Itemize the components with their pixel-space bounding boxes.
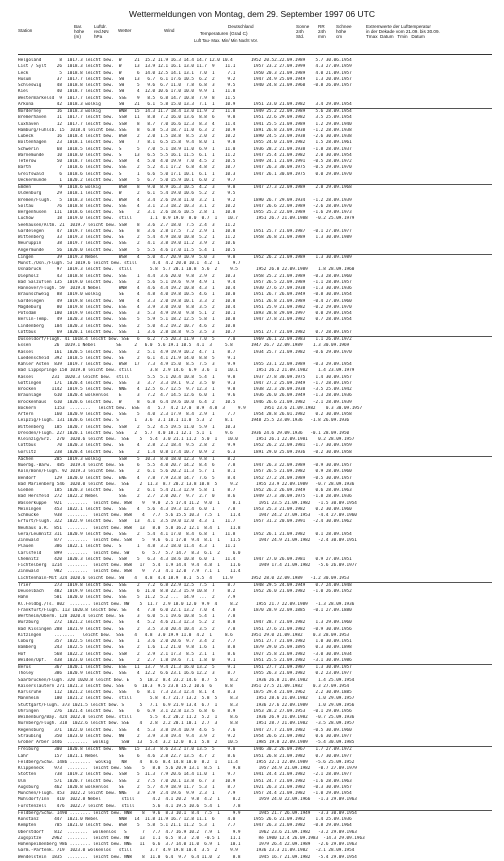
table-row: Berlin-Temp. 49 1020.3 leicht bew. SSE 5 5.9 5.1 18.2 12.5 5.8 1 10.8 1947 27.8 21.09.1982 0.7 28.09.1954: [18, 317, 352, 323]
header-luftdruck: Luftdr. red.NN hPa: [94, 24, 109, 39]
table-row: Seehausen/Altm. 21 1019.7 leicht bew. SSW 8 3.6 2.7 18.0 7.5 2.4 3 11.2: [18, 222, 236, 228]
table-row: Carlsfeld 899 ........ leicht bew. SW 6 5.7 5.7 14.7 8.3 6.1 2 6.0: [18, 550, 241, 556]
table-row: Kassel 161 1020.5 leicht bew. SSE 2 5.1 4.9 19.9 10.2 4.7 1 8.7 1934 25.7 21.09.1982 -0.6 29.09.1970: [18, 349, 352, 355]
table-row: Bad Salzuflen 135 1019.0 leicht bew. SSE 2 5.6 5.1 19.6 9.9 4.9 1 9.4 1957 26.5 22.09.1989 -1.1 28.09.1957: [18, 279, 352, 285]
table-row: Brocken 1142 1019.5 leicht bew. NNE 4 12.5 6.7 12.5 9.7 12.3 1 9.8 1938 22.3 20.09.1938 -3.5 25.09.1942: [18, 387, 352, 392]
table-row: Leck 5 1018.8 leicht bew. W 6 14.0 12.5 14.1 13.1 7.0 1 7.1 1950 20.3 21.09.1989 4.0 21.09.1957: [18, 70, 352, 76]
table-row: Freiburg 300 1020.8 leicht bew. NNE 15 13.3 8.6 23.2 17.0 13.5 5 9.0 1946 30.2 26.09.1967 1.7 27.09.1972: [18, 746, 492, 753]
table-row: Wittenberg 105 1020.7 leicht bew. SSW 2 5.2 4.5 19.5 11.0 5.9 1 10.3: [18, 424, 236, 430]
table-row: Lüchow 18 1019.0 leicht bew. still 1.1 0.9 19.0 8.0 0.7 1 10.7 1951 26.7 21.09.1988 -0.2 25.09.1979: [18, 216, 355, 222]
table-row: Dresden/Flugh. 227 1020.1 leicht bew. SSE 2 5.7 4.0 18.1 12.1 5.1 1 9.6 1936 24.6 29.09.1936 -0.1 28.09.1950: [18, 430, 350, 436]
table-row: Weiden/Opf. 438 1023.0 leicht bew. SE 2 2.7 1.8 19.6 7.1 1.8 0 9.1 1951 25.5 21.09.1982 -3.1 30.09.1986: [18, 657, 352, 663]
table-row: Braunlage 610 1020.4 wolkenlos E 3 7.2 4.7 14.5 12.6 6.0 1 9.6 1936 26.0 26.09.1949 -1.3 28.09.1936: [18, 393, 352, 399]
table-row: Coburg 357 1022.5 leicht bew. SE 1 3.6 2.0 20.6 9.7 3.4 2 7.7 1951 27.7 21.09.1982 1.0 30.09.1951: [18, 639, 352, 644]
table-row: Diepholz 43 1018.8 leicht bew. SSE 1 4.4 3.6 20.0 9.8 2.9 2 10.3 1958 25.2 21.09.1989 -0.3 28.09.1960: [18, 273, 352, 279]
table-row: Wendelstein 1835 ........ leicht bew. NNW 8 11.0 6.4 9.7 6.4 11.0 2 8.8 1945 16.7 21.09.1982 -5.4 29.09.1954: [18, 854, 357, 860]
table-row: Emden 9 1018.6 wolkig WSW 8 9.0 8.9 16.3 10.5 4.2 3 9.8 1947 27.3 22.09.1989 2.8 29.09.1968: [18, 184, 492, 191]
table-row: Bendorf 129 1020.0 leicht bew. ENE 4 7.8 7.9 23.8 14.7 7.6 5 8.4 1952 27.2 24.09.1989 -0.5 30.09.1957: [18, 475, 352, 481]
table-row: Oberstdorf 812 ........ wolkenlos S 7 7.7 4.7 16.9 10.2 7.9 1 9.9 1962 23.6 21.09.1982 -3.2 29.09.1963: [18, 829, 357, 835]
table-row: Magdeburg 80 1019.8 leicht bew. ESE 4 3.9 3.0 19.0 8.8 3.5 2 10.4 1951 25.9 21.09.1982 -0.2 29.09.1970: [18, 304, 352, 310]
table-row: Westermarkelsd 9 1017.7 leicht bew. SSE 9 8.5 6.8 14.7 10.8 7.9 8 11.5: [18, 95, 236, 101]
table-row: Mühldorf/Inn 410 1022.8 Nebel still 4.2 4.1 20.2 9.8 4.2 1 8.2 1959 24.0 22.09.1966 -1.3 29.09.1963: [18, 797, 357, 803]
table-row: Schmücke 938 ........ leicht bew. WSW 4 7.7 5.6 15.5 10.3 7.5 1 11.4 1947 24.2 27.09.1953 -4.4 27.09.1960: [18, 513, 357, 518]
table-row: Plauen 386 1022.1 leicht bew. S 1 4.8 3.2 18.0 11.4 4.3 1 11.1: [18, 544, 236, 550]
table-row: Kassel 231 1020.3 leicht bew. still 5.5 5.1 20.4 10.8 5.4 1 9.8 1937 27.8 30.09.1975 1.4 30.09.1957: [18, 374, 352, 380]
table-row: Fürstenzell 476 1022.7 leicht bew. still 5.6 4.1 19.5 10.6 5.4 1 7.8: [18, 803, 241, 809]
header-extremwerte: Extremwerte der Lufttemperatur in der Dekade vom 21.09. bis 30.09. Tmax Datum Tmin Datum: [366, 24, 440, 39]
table-row: Angermünde 56 1020.0 leicht bew. SSW 5 5.5 4.6 17.0 11.5 5.4 1 10.5: [18, 247, 236, 253]
table-row: Trier 273 1019.8 leicht bew. SSE 2 7.2 6.8 22.9 12.5 7.5 1 8.7 1948 29.5 24.09.1949 0.7 24.09.1948: [18, 582, 492, 589]
table-row: Cottbus 69 1020.1 leicht bew. SSE 1 3.6 2.8 18.8 9.5 3.5 3 10.7 1951 27.7 21.09.1982 0.7 28.09.1957: [18, 329, 352, 335]
table-row: Lahr 157 1021.1 Nebel SE 6 4.6 2.8 22.7 13.5 4.7 2 8.6 1951 26.8 21.09.1982 0.7 30.09.1977: [18, 753, 352, 759]
header-station: Station: [18, 28, 33, 33]
table-row: Cottbus 70 1020.3 leicht bew. SE 4 2.8 2.2 18.4 9.5 2.8 2 9.9 1952 26.2 22.09.1981 -1.7 30.09.1959: [18, 443, 352, 449]
table-row: Bamberg 243 1022.5 leicht bew. SE 2 1.6 1.2 21.0 9.8 1.6 1 8.8 1879 29.0 25.09.1895 0.3 30.09.1898: [18, 645, 352, 651]
table-row: Straubing 350 1023.0 leicht bew. NW 2 3.9 3.8 19.4 9.4 3.9 2 9.2 1954 26.6 21.09.1982 0.6 30.09.1977: [18, 733, 352, 739]
table-row: Ueckermünde 1 1020.2 leicht bew. SSW 5 6.7 5.0 15.9 10.1 6.0 2 9.7: [18, 177, 236, 183]
table-row: Luedenscheid 392 1018.5 leicht bew. SE 2 6.1 4.1 21.9 14.0 8.8 5 9.1: [18, 355, 236, 361]
table-row: Gardelegen 47 1019.7 leicht bew. SE 8 3.6 2.8 17.5 7.2 2.9 1 10.8 1951 25.7 21.09.1987 -0.1 27.09.1977: [18, 228, 352, 234]
table-row: Weißenburg/Bay. 424 1022.0 leicht bew. still 5.5 4.2 20.2 11.2 5.2 1 8.6 1936 26.9 21.09.1982 -0.7 25.09.1936: [18, 715, 355, 720]
page-title: Wettermeldungen von Montag, dem 29. September 1997 06 UTC: [128, 9, 375, 19]
table-row: Karlsruhe 112 1021.2 leicht bew. SSE 6 8.1 7.3 23.3 12.4 8.1 4 8.3 1875 29.4 21.09.1962 2.2 30.09.1885: [18, 690, 352, 695]
table-row: Nuerbg.-Barw. 485 1019.4 leicht bew. SE 6 5.5 4.0 20.7 14.2 8.4 6 7.8 1947 26.3 22.09.1989 -0.9 30.09.1957: [18, 463, 352, 468]
table-row: Berus 367 1020.1 leicht bew. ESE 11 13.7 9.4 21.3 16.0 13.2 5 9.1 1951 27.7 21.09.1987 1.3 30.09.1957: [18, 664, 492, 671]
table-row: Husum 37 1017.7 leicht bew. SW 13 6.7 6.1 17.6 10.5 6.2 2 9.2 1947 24.9 25.09.1949 1.3 20.09.1957: [18, 76, 352, 82]
table-row: Stuttgart/Flugh. 373 1021.5 leicht bew. S 5 7.1 6.9 21.9 13.4 6.7 1 8.3 1936 27.6 22.09.1989 1.0 29.09.1956: [18, 702, 355, 708]
table-row: Fichtelberg 1214 ........ leicht bew. WSW 17 5.4 1.9 14.4 9.4 4.8 1 11.6 1949 17.4 21.09.1982 -5.6 26.09.1977: [18, 563, 357, 568]
table-row: Artern 160 1020.9 leicht bew. SSE 5 4.0 2.3 17.9 8.4 2.9 1 7.7 1954 28.8 26.01.1982 0.2 30.09.1958: [18, 412, 352, 417]
table-row: Kleinzig/Erz. 270 1020.6 leicht bew. SSE 5 5.4 3.0 21.1 11.2 5.0 1 10.0 1951 26.1 22.09.1981 0.2 28.09.1957: [18, 437, 355, 442]
table-row: Lübeck 16 1018.4 leicht bew. WSW 2 2.0 1.5 18.8 8.5 2.0 2 10.2 1890 24.5 23.09.1938 -2.6 30.09.1938: [18, 134, 352, 139]
table-row: Kl.Feldbg./Ts. 802 ........ leicht bew. NW 5 11.7 2.9 18.0 12.0 9.9 4 8.2 1955 21.7 22.09.1989 -1.3 28.09.1936: [18, 601, 355, 607]
station-table: [18, 58, 492, 861]
table-row: Bergenhusen 111 1018.6 leicht bew. SE 2 3.1 2.6 18.6 10.5 2.8 1 10.8 1955 25.2 22.09.1989 -1.6 29.09.1973: [18, 210, 352, 215]
table-row: Teterow 50 1018.7 leicht bew. SSW 4 5.0 4.0 19.9 7.0 4.5 2 10.5 1949 24.1 21.09.1991 -0.5 28.09.1972: [18, 159, 352, 164]
table-row: Regensburg 371 1022.0 leicht bew. SSE 4 5.3 3.8 19.4 10.9 4.6 5 7.6 1947 27.7 21.09.1982 -0.5 30.09.1960: [18, 727, 352, 733]
header-temperaturen: Temperaturen (Grad C): [200, 31, 248, 36]
header-wind: Wind: [164, 28, 175, 33]
table-row: Neuruppin 38 1019.7 leicht bew. SSE 2 4.1 3.8 19.0 11.2 3.9 2 10.6: [18, 241, 236, 247]
table-row: Warnemünde 10 1018.0 leicht bew. S 13 6.5 5.5 16.1 11.5 6.1 1 11.2 1947 25.4 21.09.1982 2.0 30.09.1954: [18, 152, 352, 158]
table-row: Schleswig 48 1018.8 leicht bew. SW 5 9.6 6.7 11.0 7.8 6.8 3 9.5 1940 24.8 21.09.1960 -0.8 26.09.1957: [18, 83, 352, 88]
table-row: Bockern 1153 ........ leicht bew. ESE 4 5.7 4.2 17.0 8.9 4.8 3 9.9 1951 23.6 21.09.1982 0.3 30.09.1957: [18, 405, 363, 411]
table-row: Konstanz 447 1021.0 Nebel NNW 14 11.8 11.9 16.7 12.8 11.1 6 4.0 1955 26.6 21.09.1982 1.4 25.09.1936: [18, 817, 352, 822]
table-row: Bremen/Flugh. 5 1018.3 leicht bew. WSW 4 3.4 2.6 19.8 11.0 3.2 1 9.2 1890 26.7 29.09.1934 -1.2 28.09.1939: [18, 197, 352, 203]
header-schnee: Schnee höhe cm: [336, 24, 352, 39]
table-row: List / Sylt 26 1018.3 leicht bew. W 13 13.9 12.1 16.1 13.0 11.7 9 11.1 1957 23.2 27.09.1999 4.3 27.09.1959: [18, 64, 352, 70]
table-row: Öhringen 276 1021.4 leicht bew. SE 6 6.9 3.1 22.8 13.5 6.8 6 8.9 1953 28.2 27.09.1953 -0.1 29.09.1956: [18, 708, 352, 714]
table-row: Hannover/Flugh. 59 1019.4 Nebel WNW 4 4.6 4.4 19.2 10.8 4.3 1 10.4 1930 27.6 27.09.1938 -1.3 30.09.1936: [18, 286, 352, 291]
table-row: Lindenberg 104 1020.3 leicht bew. SSE 2 5.0 4.2 19.2 10.7 4.6 2 10.8: [18, 323, 236, 329]
table-row: Zinnwald 877 ........ leicht bew. SSW 5 9.6 6.1 17.0 9.4 8.1 1 11.5 1947 24.9 21.09.1982 -2.4 30.09.1951: [18, 538, 357, 543]
table-row: Greifswald 6 1018.6 leicht bew. S 1 6.6 5.0 17.1 10.1 6.1 1 10.3 1947 26.1 30.09.1975 0.0 29.09.1970: [18, 171, 352, 177]
table-row: Gera/Leumnitz 311 1020.9 leicht bew. SSE 2 5.4 4.1 17.0 8.4 6.8 1 11.8 1952 26.1 21.09.1982 0.1 28.09.1954: [18, 531, 352, 537]
table-row: Cuxhaven 12 1017.7 leicht bew. SSW 8 8.7 7.0 16.6 12.3 8.3 4 11.4 1941 25.5 21.09.1989 1.2 29.09.1940: [18, 121, 352, 127]
header-baro: Bar. höhe (m): [74, 24, 85, 39]
table-row: Gießen 185 1020.3 leicht bew. SE 2 6.1 5.4 21.3 12.9 5.8 1 8.7 1952 26.2 26.09.1949 0.6 28.09.1963: [18, 488, 352, 493]
table-row: Köln/Bonn/Flugh. 92 1019.3 leicht bew. SE 2 6.1 5.6 20.2 11.3 5.7 1 8.1 1957 26.5 21.09.1982 0.9 28.09.1960: [18, 469, 352, 475]
table-row: Aachen 205 1019.3 wolkig SSW 5 10.3 8.0 18.0 12.3 9.8 1 8.2: [18, 456, 492, 463]
table-row: Bad Hersfeld 272 1022.2 Nebel SSE 2 2.7 2.0 20.7 9.7 2.7 0 8.6 1949 27.3 30.09.1975 -1.8 28.09.1936: [18, 494, 352, 500]
table-row: Essen 26 1019.1 Nebel SE 2 6.0 5.6 19.1 10.5 4.1 3 5.8 1947 26.7 22.09.1989 1.3 30.09.1969: [18, 343, 350, 349]
table-row: Hof 568 1022.2 leicht bew. SSW 2 2.9 2.1 17.3 8.5 2.1 1 8.6 1927 25.8 21.09.1982 -3.0 30.09.1934: [18, 651, 352, 657]
table-row: München/Flugh. 453 1022.2 leicht bew. NNE 3 2.9 2.4 19.6 9.9 2.3 1 7.9 1957 24.4 21.09.1982 -1.0 29.09.1954: [18, 791, 352, 796]
table-row: Frankfurt/Flugh. 113 1020.8 leicht bew. SE 4 7.8 6.0 22.1 13.2 7.0 4 7.8 1870 28.9 22.09.1885 -0.1 27.09.1880: [18, 607, 352, 613]
table-row: Potsdam 100 1019.9 leicht bew. SSE 3 5.3 4.9 19.0 9.8 5.1 2 10.1 1893 28.8 29.09.1997 0.0 29.09.1954: [18, 311, 352, 316]
table-row: Münst./Osn./Flugh. 53 1019.6 leicht bew. still 4.4 4.2 20.0 10.1 4.2 1 9.7: [18, 261, 241, 266]
table-row: Schwerin 68 1018.5 leicht bew. S 5 7.0 5.1 18.9 11.0 6.9 1 11.0 1936 28.2 21.09.1938 -1.8 28.09.1937: [18, 146, 352, 152]
table-row: Bremerhaven 11 1017.7 leicht bew. SSW 11 8.8 7.2 16.0 13.6 8.8 6 9.8 1951 22.6 29.09.1982 3.5 25.09.1954: [18, 115, 352, 121]
table-row: Chemnitz 420 1020.3 leicht bew. SSW 5 6.3 4.3 18.6 10.8 6.0 1 11.4 1947 27.0 26.09.1981 0.9 27.09.1951: [18, 556, 352, 562]
table-row: Göttingen 171 1020.4 leicht bew. SSE 3 3.7 3.3 19.1 9.2 3.5 0 9.3 1947 27.2 25.09.1949 -1.7 28.09.1957: [18, 380, 352, 386]
header-rr: RR 24h mm: [318, 24, 326, 39]
table-row: Bad Kissingen 288 1021.9 leicht bew. SE 2 3.5 3.0 20.4 10.4 3.5 2 7.8 1951 27.6 21.09.1982 -0.9 30.09.1956: [18, 626, 352, 632]
table-row: Wittenberg 33 1019.3 leicht bew. SE 2 5.4 4.9 18.0 10.8 5.2 1 11.2 1958 26.8 21.09.1989 1.3 30.09.1989: [18, 235, 352, 240]
table-row: Klippeneck 973 ........ leicht bew. SSE 5 8.0 5.6 20.9 13.1 8.5 1 9.8 1957 24.9 21.09.1982 -0.7 27.09.1979: [18, 766, 357, 771]
header-wetter: Wetter: [118, 28, 132, 33]
header-sonne: Sonne 24h Std.: [296, 24, 310, 39]
table-row: Hohenpeißenberg 986 ........ leicht bew. NNE 11 6.6 3.7 14.0 11.0 6.9 1 10.1 1979 26.4 22.09.1989 -2.6 29.09.1963: [18, 842, 357, 847]
table-row: Kitzingen ........ leicht bew. SSE 4 4.8 3.0 19.9 11.0 4.2 1 8.6 1951 29.0 21.09.1982 0.3 28.09.1953: [18, 632, 350, 638]
table-row: Bad Lippspringe 158 1019.8 leicht bew. still 3.8 2.9 14.6 6.9 3.6 1 10.1 1951 26.2 21.09.1982 1.4 23.09.1979: [18, 368, 355, 374]
table-row: Nürnberg/Flugh. 318 1022.6 leicht bew. SSE 4 2.8 2.2 20.1 10.1 2.7 3 8.8 1951 28.7 21.09.1982 -3.5 28.09.1957: [18, 721, 355, 727]
table-row: Würzburg 272 1021.2 leicht bew. SE 4 5.2 4.6 21.3 12.3 5.2 2 8.8 1947 28.7 21.09.1982 1.3 29.09.1960: [18, 620, 352, 626]
table-row: Oldenburg 29 1018.1 leicht bew. W 2 6.1 5.4 19.0 10.6 5.2 2 9.5: [18, 191, 236, 197]
table-row: Hahn 501 1020.0 leicht bew. SSE 5 11.2 5.2 ... 14.9 ... 2 7.9: [18, 595, 236, 601]
table-row: Deuselbach 482 1019.9 leicht bew. SSE 6 11.0 8.8 22.3 15.9 10.8 7 8.2 1952 26.0 21.09.1982 -1.0 26.09.1952: [18, 589, 352, 594]
table-row: Boltenhagen 23 1018.1 leicht bew. SW 7 8.1 6.5 15.8 9.4 8.0 1 9.8 1955 24.0 21.09.1982 1.5 28.09.1961: [18, 140, 352, 146]
table-row: Bad Marienberg 546 1020.0 leicht bew. SSE 2 11.3 8.7 20.2 13.8 10.8 5 9.2 1955 23.9 22.09.1989 -0.7 28.09.1936: [18, 481, 355, 487]
table-row: Hamburg/Fuhlsb. 15 1018.4 leicht bew. SSE 8 6.8 5.3 18.7 11.0 6.3 2 10.9 1891 26.8 23.09.1938 -1.2 28.09.1938: [18, 127, 352, 133]
table-header: [18, 24, 492, 55]
table-row: Lingen 39 1019.3 Nebel WSW 4 5.0 4.7 20.9 10.9 5.0 3 9.8 1952 26.2 21.09.1989 1.3 30.09.1989: [18, 254, 492, 261]
table-row: Feldberg/Schw. 1490 ........ leicht bew. NNW 8 9.6 8.3 10.1 8.4 7.5 1 9.9 1945 21.7 26.09.1949 -3.3 30.09.1954: [18, 810, 492, 817]
table-row: Erfurt/Flugh. 322 1022.9 leicht bew. SSW 13 4.1 3.5 19.0 12.0 4.3 1 11.7 1957 31.2 20.09.1991 -2.4 30.09.1962: [18, 519, 352, 525]
table-row: Großer Arber 1446 ........ wolkig SSW 13 5.4 3.2 12.0 8.1 5.8 2 10.5 1985 19.8 22.09.1989 -5.4 30.09.1985: [18, 740, 355, 745]
table-row: Leipzig/Flugh. 131 1020.6 leicht bew. S 1 3.6 3.1 18.1 11.0 5.3 2 8.1 1948 25.5 23.09.1936 -1.8 26.09.1936: [18, 418, 350, 424]
table-row: Helgoland 8 1017.3 leicht bew. W 21 15.2 11.9 16.3 14.4 14.7 12.0 10.4 1952 20.52.22.09.1989 5.7 30.06.1954: [18, 58, 352, 63]
table-row: Meiningen 453 1022.1 leicht bew. SSE 4 5.6 4.3 19.3 12.4 6.0 1 7.8 1953 25.3 21.09.1982 0.2 30.09.1960: [18, 506, 352, 512]
table-row: Kaiserslautern 271 1021.3 leicht bew. SSE 6 10.3 9.5 23.8 15.2 10.6 6 8.8 1951 27.5 21.09.1982 0.3 27.09.1954: [18, 683, 350, 689]
table-row: Arkona 42 1018.3 wolkig SW 21 6.1 5.8 15.0 13.3 7.1 1 10.9 1951 23.0 21.09.1982 3.4 29.09.1954: [18, 101, 352, 107]
table-row: Ulm 571 1020.7 leicht bew. SSE 2 7.5 7.0 20.1 13.8 6.7 3 10.9 1951 24.7 21.09.1982 -1.6 28.09.1963: [18, 778, 352, 784]
table-row: Augsburg 462 1020.8 wolkenlos SE 2 5.7 4.9 18.9 11.7 5.3 1 8.7 1921 26.3 21.09.1982 -0.3 30.09.1957: [18, 784, 352, 790]
table-row: Feldberg/Schw. 1486 ........ wolkig NW 4 8.6 8.4 14.8 10.0 8.2 1 11.4 1955 22.1 22.09.1989 -5.6 25.09.1952: [18, 759, 355, 765]
table-row: Soltau 76 1018.8 leicht bew. SSE 4 3.1 2.3 18.2 10.3 3.1 2 10.2 1947 26.6 22.09.1989 -2.6 28.09.1970: [18, 203, 352, 209]
table-row: Zinnwald 982 ........ leicht bew. WSW 9 7.3 4.1 12.0 7.9 7.1 1 11.4: [18, 569, 241, 575]
table-row: Görlitz 238 1020.4 leicht bew. SE 2 1.4 0.8 17.4 10.7 0.9 2 6.3 1891 29.0 25.09.1936 -0.2 30.09.1958: [18, 449, 352, 455]
table-row: Braunschweig 88 1019.0 wolkig SE 4 4.8 4.0 19.8 10.5 4.6 1 10.0 1951 26.7 26.09.1949 -0.8 30.09.1954: [18, 292, 352, 298]
table-row: Norderney 16 1018.3 wolkig WNW 15 14.3 11.7 18.4 13.0 11.9 2 11.8 1949 25.2 22.09.1989 5.6 28.09.1954: [18, 108, 492, 115]
table-row: Barth 7 1018.6 leicht bew. SSE 2 5.2 4.1 17.2 6.8 4.8 2 10.7 1947 26.3 30.09.1975 -0.5 29.09.1970: [18, 165, 352, 171]
table-row: Kahler Asten 839 1019.7 leicht bew. WSW 17 7.3 4.9 15.0 8.5 7.5 3 9.9 1955 23.1 22.09.1989 -0.3 29.09.1954: [18, 362, 352, 367]
table-row: Kiel 40 1018.7 leicht bew. SW 4 12.0 10.6 17.0 10.0 9.9 1 11.8: [18, 89, 236, 95]
table-row: Mannheim 100 1021.2 leicht bew. still 5.8 4.7 21.7 13.2 5.8 5 8.3 1951 28.6 21.09.1982 1.0 29.09.1957: [18, 696, 355, 702]
table-row: Garm.-Partenk. 719 1023.0 wolkenlos still 3.7 4.9 19.8 10.4 3.5 2 9.9 1936 23.3 21.09.1982 -2.1 28.09.1954: [18, 848, 355, 854]
table-row: Zugspitze 2962 ........ leicht bew. NW 13 1.1 6.5 8.3 2.0 -0.5 1 11.1 Re 1900 12.4 26.09.1983 -14.3 29.09.1963: [18, 835, 365, 841]
header-deutschland: Deutschland: [228, 24, 254, 29]
table-row: Tholey 386 1020.9 leicht bew. SSE 4 12.2 6.6 23.1 16.6 12.2 3 8.7 1955 26.3 21.09.1982 0.2 23.09.1977: [18, 671, 352, 677]
table-row: Lichtenhain-Mit 324 1020.6 leicht bew. SW 4 4.8 4.4 18.9 8.1 5.5 4 11.9 1952 28.0 22.09.1989 -1.2 30.09.1953: [18, 575, 350, 581]
table-row: Gardelegen 49 1019.8 leicht bew. SW 4 3.3 2.0 19.8 10.1 3.3 2 10.8 1951 26.8 21.09.1989 -0.4 27.09.1960: [18, 298, 352, 304]
table-row: Wertheim/Oberm. 128 1020.4 leicht bew. SE 3 6.0 5.1 19.6 10.8 5.4 1 7.8: [18, 614, 236, 619]
table-row: Wasserkuppe 921 ........ leicht bew. WSW 9 9.0 2.5 17.4 11.2 9.0 1 8.1 1951 23.5 21.09.1982 -1.5 30.09.1954: [18, 500, 357, 506]
table-row: Stötten 738 1019.2 leicht bew. SSW 5 11.3 7.9 20.6 14.4 11.0 1 9.7 1941 24.4 21.09.1982 -2.1 28.09.1977: [18, 772, 352, 778]
table-row: Kempten 705 1021.0 leicht bew. WSW 5 5.8 5.1 21.1 11.2 5.3 1 7.7 1947 26.3 21.09.1982 -0.8 29.09.1964: [18, 823, 352, 829]
table-row: Osnabrück 97 1019.3 leicht bew. still 5.8 5.7 20.1 10.8 5.6 2 9.5 1952 26.8 22.09.1989 1.8 28.09.1960: [18, 267, 355, 273]
table-row: Neuhaus a.R. 851 ........ leicht bew. WSW 13 8.0 5.8 16.2 12.1 8.4 1 11.8: [18, 525, 241, 531]
table-row: Saarbrücken/Flugh. 320 1020.8 leicht bew. E 5 18.2 8.4 23.2 14.6 8.7 5 8.2 1936 26.8 21.09.1982 1.4 25.09.1954: [18, 677, 355, 683]
table-row: Brockenhaus 610 1020.6 leicht bew. W 8 6.8 6.4 19.6 10.0 6.4 2 10.5 1946 26.6 21.09.1982 -2.1 28.09.1939: [18, 399, 352, 405]
header-temp-sub: Luft Tau- Max. Min/ Min Nacht Vor.: [194, 38, 258, 43]
table-row: Düsseldorf/Flugh. 41 1018.4 leicht bew. SSE 6 6.2 7.5 20.3 11.9 7.0 5 7.0 1969 26.1 22.09.1983 1.1 26.09.1972: [18, 336, 492, 343]
